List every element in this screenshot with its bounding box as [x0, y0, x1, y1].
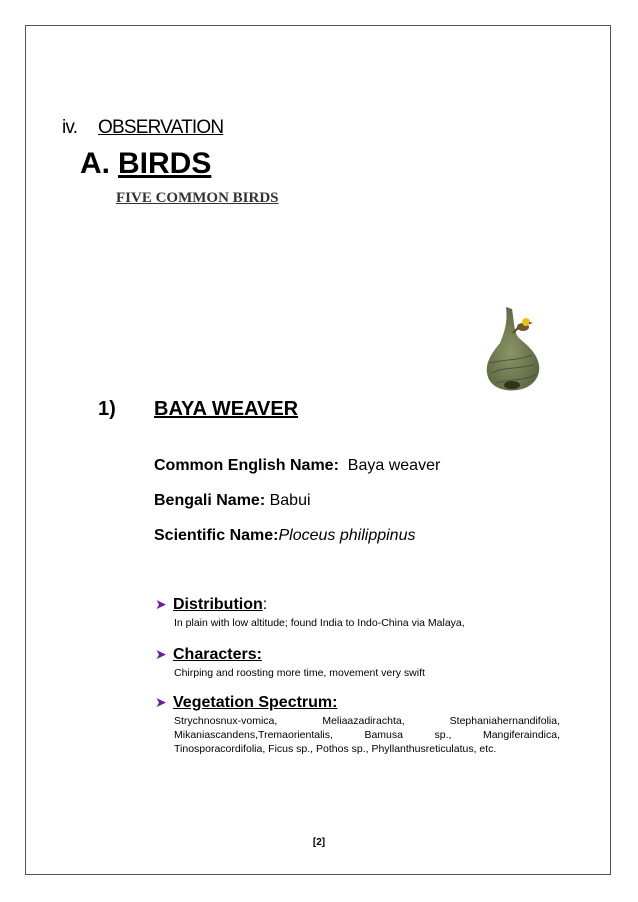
baya-weaver-nest-image: [478, 303, 548, 395]
common-name-value: Baya weaver: [347, 457, 441, 474]
bengali-name-value: Babui: [269, 492, 311, 509]
distribution-item: [155, 596, 560, 630]
scientific-name-label: Scientific Name:: [154, 527, 279, 544]
species-number: 1): [98, 398, 116, 420]
species-heading: [98, 398, 298, 421]
subsection-heading: [80, 147, 211, 181]
bengali-name-label: Bengali Name:: [154, 492, 266, 509]
characters-label: Characters:: [173, 646, 262, 663]
vegetation-label: Vegetation Spectrum:: [173, 694, 338, 711]
scientific-name-value: Ploceus philippinus: [278, 527, 416, 544]
subsection-letter: A.: [80, 147, 110, 180]
distribution-suffix: :: [262, 596, 268, 613]
characters-text: Chirping and roosting more time, movement very swift: [174, 667, 425, 679]
vegetation-text: Strychnosnux-vomica, Meliaazadirachta, Stephaniahernandifolia, Mikaniascandens,Tremaorientalis, Bamusa sp., Mangiferaindica, Tinosporacordifolia, Ficus sp., Pothos sp., Phyllanthusreticulatus, etc.: [174, 715, 560, 755]
page-number: [2]: [312, 837, 326, 848]
section-number: iv.: [62, 117, 78, 138]
arrow-bullet-icon: ➤: [155, 646, 167, 662]
common-name-row: [154, 457, 440, 475]
arrow-bullet-icon: ➤: [155, 694, 167, 710]
characters-item: [155, 646, 560, 680]
distribution-label: Distribution: [173, 596, 263, 613]
distribution-text: In plain with low altitude; found India to Indo-China via Malaya,: [174, 617, 465, 629]
subheading: FIVE COMMON BIRDS: [116, 190, 279, 206]
common-name-label: Common English Name:: [154, 457, 339, 474]
bengali-name-row: [154, 492, 311, 510]
section-heading: [62, 117, 223, 139]
arrow-bullet-icon: ➤: [155, 596, 167, 612]
scientific-name-row: [154, 527, 415, 545]
section-title: OBSERVATION: [98, 117, 224, 138]
subsection-title: BIRDS: [118, 147, 212, 180]
species-name: BAYA WEAVER: [154, 398, 299, 420]
vegetation-item: [155, 694, 560, 756]
